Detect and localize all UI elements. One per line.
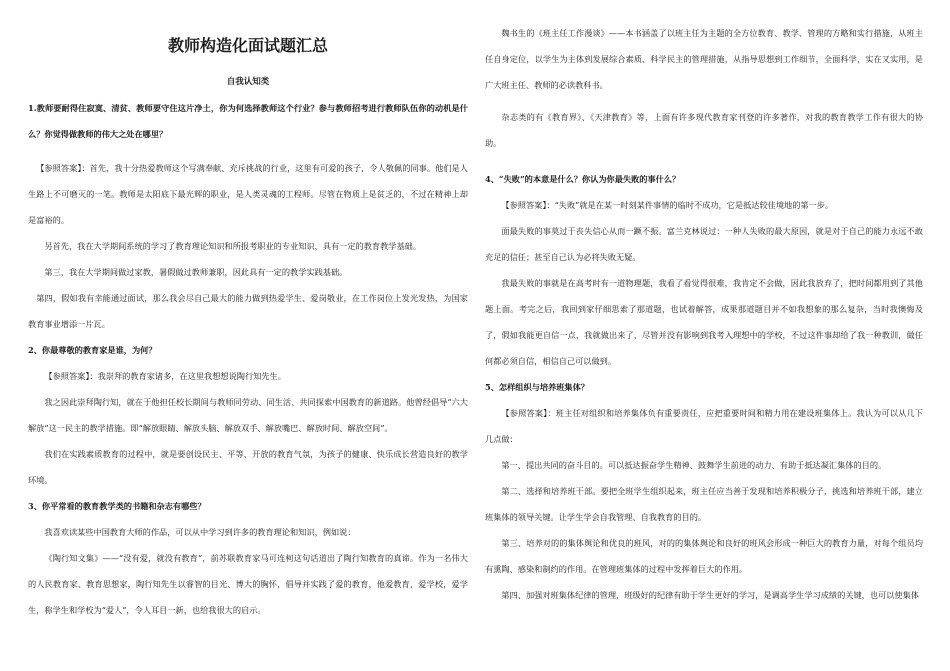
answer-1-paragraph-4: 第四，假如我有幸能通过面试，那么我会尽自己最大的能力做到热爱学生、爱岗敬业，在工作岗位上发光发热，为国家教育事业增添一片瓦。 xyxy=(28,293,468,329)
answer-2-paragraph-3: 我们在实践素质教育的过程中，就是要创设民主、平等、开放的教育气氛，为孩子的健康、快乐成长营造良好的教学环境。 xyxy=(28,449,468,485)
right-paragraph-2: 杂志类的有《教育界》、《天津教育》等，上面有许多现代教育家刊登的许多著作，对我的教育教学工作有很大的协助。 xyxy=(485,112,923,148)
question-1: 1.教师要耐得住寂寞、清贫、教师要守住这片净土，你为何选择教师这个行业？参与教师招考进行教师队伍你的动机是什么？你觉得做教师的伟大之处在哪里？ xyxy=(28,103,468,139)
answer-2-paragraph-1: 【参照答案】：我崇拜的教育家诸多，在这里我想想说陶行知先生。 xyxy=(44,371,286,381)
answer-3-paragraph-1: 我喜欢读某些中国教育大师的作品，可以从中学习到许多的教育理论和知识，例如说： xyxy=(44,527,356,537)
answer-1-paragraph-3: 第三，我在大学期间做过家教，暑假做过教师兼职，因此具有一定的教学实践基础。 xyxy=(44,267,348,277)
answer-4-paragraph-2: 面最失败的事莫过于丧失信心从而一蹶不振。富兰克林说过：一种人失败的最大原因，就是对于自己的能力永远不敢充足的信任；甚至自己认为必将失败无疑。 xyxy=(485,226,923,262)
answer-5-paragraph-2: 第一、提出共同的奋斗目的。可以抵达振奋学生精神、鼓舞学生前进的动力、有助于抵达凝汇集体的目的。 xyxy=(501,460,887,470)
answer-1-paragraph-2: 另首先，我在大学期间系统的学习了教育理论知识和所报考职业的专业知识，具有一定的教育教学基础。 xyxy=(44,241,422,251)
section-heading: 自我认知类 xyxy=(226,77,270,87)
answer-5-paragraph-4: 第三、培养对的的集体舆论和优良的班风，对的的集体舆论和良好的班风会形成一种巨大的教育力量，对每个组员均有熏陶、感染和制约的作用。在管理班集体的过程中发挥着巨大的作用。 xyxy=(485,538,923,574)
answer-4-paragraph-3: 我最失败的事就是在高考时有一道物理题，我看了看觉得很难，我肯定不会做，因此我放弃了，把时间都用到了其他题上面。考完之后，我回到家仔细思索了那道题，也试着解答，成果那道题目并不如我想象的那么复杂，当时我懊悔及了，假如我能更自信一点，我就做出来了，尽管并没有影响到我考入理想中的学校，不过这件事却给了我一种教训，做任何都必须自信，相信自己可以做到。 xyxy=(485,278,923,366)
question-2: 2、你最尊敬的教育家是谁，为何？ xyxy=(28,345,157,355)
answer-3-paragraph-2: 《陶行知文集》——“没有爱，就没有教育”，前苏联教育家马可连柯这句话道出了陶行知教育的真谛。作为一名伟大的人民教育家、教育思想家，陶行知先生以睿智的目光、博大的胸怀，倡导并实践了爱的教育，他爱教育，爱学校，爱学生，称学生和学校为“爱人”，令人耳目一新，也给我很大的启示。 xyxy=(28,553,468,615)
answer-4-paragraph-1: 【参照答案】：“失败”就是在某一时刻某件事情的临时不成功，它是抵达较佳境地的第一步。 xyxy=(501,200,834,210)
answer-2-paragraph-2: 我之因此崇拜陶行知，就在于他担任校长期间与教师同劳动、同生活、共同探索中国教育的新道路。他曾经倡导“六大解放”这一民主的教学措施。即“解放眼睛、解放头脑、解放双手、解放嘴巴、解放时间、解放空间”。 xyxy=(28,397,468,433)
answer-5-paragraph-5: 第四、加强对班集体纪律的管理，班级好的纪律有助于学生更好的学习，是调高学生学习成绩的关键，也可以使集体 xyxy=(501,590,919,600)
right-column xyxy=(485,0,923,608)
question-4: 4、“失败”的本意是什么？你认为你最失败的事什么？ xyxy=(485,174,681,184)
right-paragraph-1: 魏书生的《班主任工作漫谈》——本书涵盖了以班主任为主题的全方位教育、教学、管理的方略和实行措施，从班主任自身定位，以学生为主体到发展综合素质、科学民主的管理措施，从指导思想到工作细节，全面科学，实在又实用，是广大班主任、教师的必读教科书。 xyxy=(485,28,923,90)
answer-1-paragraph-1: 【参照答案】：首先，我十分热爱教师这个写满奉献、充斥挑战的行业，这里有可爱的孩子，令人敬佩的同事。他们是人生路上不可磨灭的一笔。教师是太阳底下最光辉的职业，是人类灵魂的工程师。尽管在物质上是贫乏的，不过在精神上却是富裕的。 xyxy=(28,163,468,225)
question-5: 5、怎样组织与培养班集体？ xyxy=(485,382,589,392)
answer-5-paragraph-1: 【参照答案】：班主任对组织和培养集体负有重要责任，应把重要时间和精力用在建设班集体上。我认为可以从几下几点做： xyxy=(485,408,923,444)
document-title: 教师构造化面试题汇总 xyxy=(167,36,328,55)
answer-5-paragraph-3: 第二、选择和培养班干部。要把全班学生组织起来，班主任应当善于发现和培养积极分子，挑选和培养班干部，建立班集体的领导关键。让学生学会自我管理、自我教育的目的。 xyxy=(485,486,923,522)
question-3: 3、你平常看的教育教学类的书籍和杂志有哪些？ xyxy=(28,501,206,511)
left-column xyxy=(28,0,468,623)
